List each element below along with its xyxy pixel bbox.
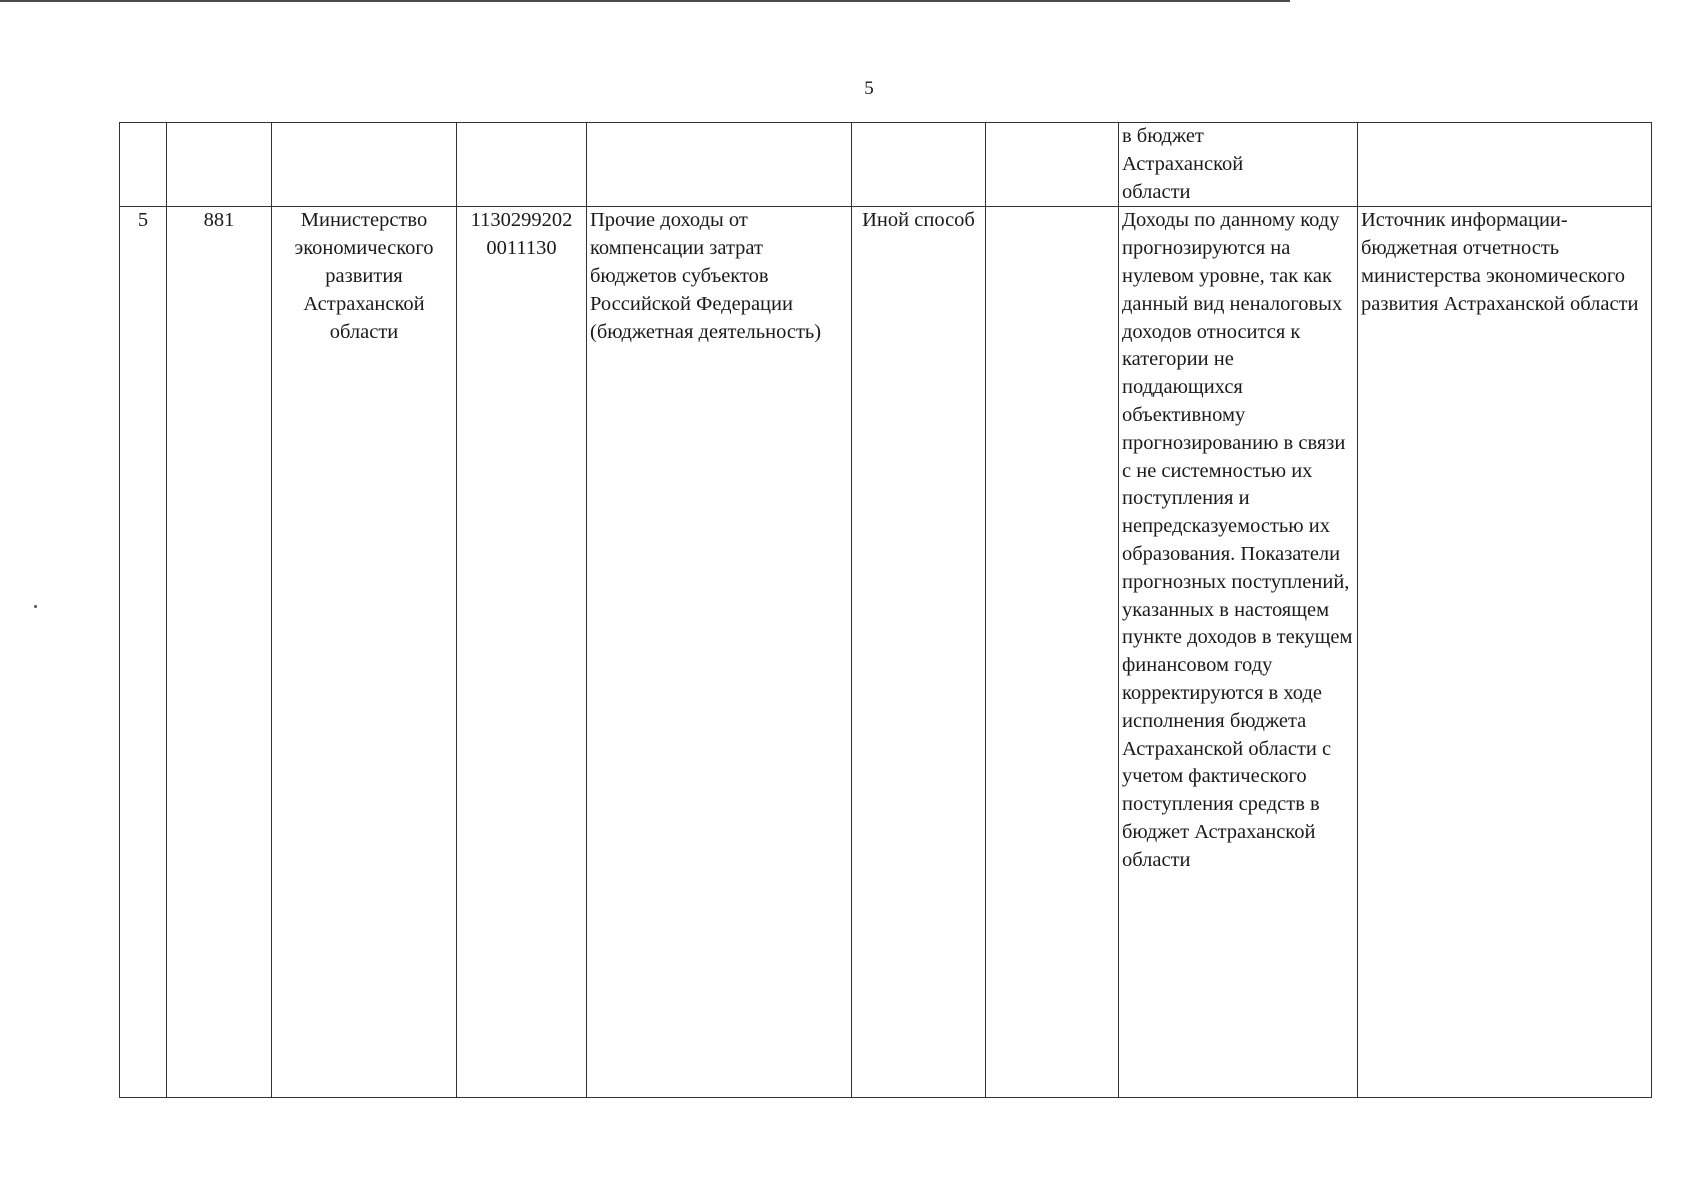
row-number-cell: 5	[120, 207, 167, 1098]
formula-cell	[986, 207, 1119, 1098]
table-cell	[1358, 123, 1652, 207]
scan-edge	[0, 0, 1290, 2]
income-name-cell: Прочие доходы от компенсации затрат бюджетов субъектов Российской Федерации (бюджетная деятельность)	[587, 207, 852, 1098]
table-row	[120, 207, 1652, 1098]
table-cell	[587, 123, 852, 207]
table-cell	[986, 123, 1119, 207]
table-cell	[457, 123, 587, 207]
page-number: 5	[864, 78, 874, 99]
administrator-cell: Министерство экономического развития Астраханской области	[272, 207, 457, 1098]
scan-dot	[34, 605, 37, 608]
continuation-row	[120, 123, 1652, 207]
table-cell	[120, 123, 167, 207]
algorithm-cell: Доходы по данному коду прогнозируются на нулевом уровне, так как данный вид неналоговых доходов относится к категории не поддающихся объективному прогнозированию в связи с не системностью их поступления и непредсказуемостью их образования. Показатели прогнозных поступлений, указанных в настоящем пункте доходов в текущем финансовом году корректируются в ходе исполнения бюджета Астраханской области с учетом фактического поступления средств в бюджет Астраханской области	[1119, 207, 1358, 1098]
revenue-forecast-table	[119, 122, 1652, 1098]
source-cell: Источник информации- бюджетная отчетность министерства экономического развития Астраханской области	[1358, 207, 1652, 1098]
admin-code-cell: 881	[167, 207, 272, 1098]
table-cell	[852, 123, 986, 207]
table-cell	[167, 123, 272, 207]
forecast-method-cell: Иной способ	[852, 207, 986, 1098]
kbk-code-cell: 1130299202 0011130	[457, 207, 587, 1098]
algorithm-continuation-cell: в бюджет Астраханской области	[1119, 123, 1358, 207]
table-cell	[272, 123, 457, 207]
